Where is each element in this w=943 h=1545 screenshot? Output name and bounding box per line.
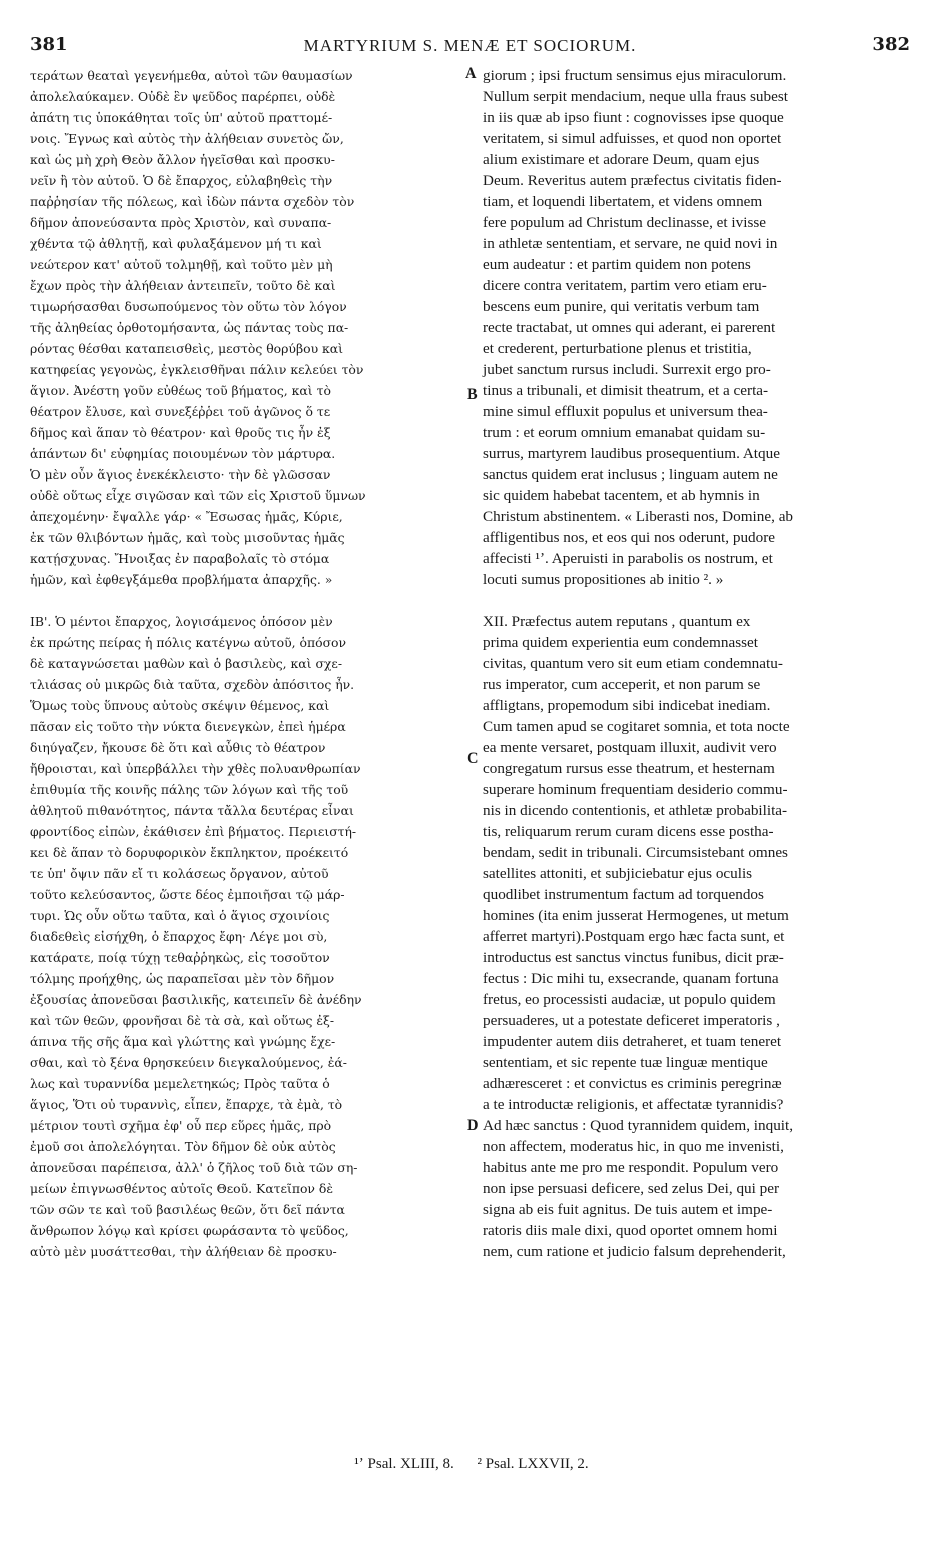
latin-line: alium existimare et adorare Deum, quam ejus xyxy=(483,151,760,168)
greek-line: ΙΒ'. Ὁ μέντοι ἔπαρχος, λογισάμενος ὁπόσον μὲν xyxy=(30,614,333,629)
latin-line: adhæresceret : et convictus es criminis peregrinæ xyxy=(483,1075,782,1092)
greek-line: οὐδὲ οὕτως εἶχε σιγῶσαν καὶ τῶν εἰς Χριστοῦ ὕμνων xyxy=(30,488,366,503)
greek-line: ἐκ πρώτης πείρας ἡ πόλις κατέγνω αὐτοῦ, ὁπόσον xyxy=(30,635,347,650)
latin-line: XII. Præfectus autem reputans , quantum ex xyxy=(483,613,751,630)
latin-line: locuti sumus propositiones ab initio ². » xyxy=(483,571,724,588)
greek-line: ἅγιος, Ὅτι οὐ τυραννὶς, εἶπεν, ἔπαρχε, τὰ ἐμὰ, τὸ xyxy=(30,1097,343,1112)
greek-line: τυρι. Ὡς οὖν οὕτω ταῦτα, καὶ ὁ ἅγιος σχοινίοις xyxy=(30,908,330,923)
greek-line: αὐτὸ μὲν μυσάττεσθαι, τὴν ἀλήθειαν δὲ προσκυ- xyxy=(30,1244,337,1259)
greek-line: ἔχων πρὸς τὴν ἀλήθειαν ἀντειπεῖν, τοῦτο δὲ καὶ xyxy=(30,278,336,293)
latin-line: fretus, eo processisti audaciæ, ut populo quidem xyxy=(483,991,776,1008)
greek-line: χθέντα τῷ ἀθλητῇ, καὶ φυλαξάμενον μή τι καὶ xyxy=(30,236,322,251)
greek-line: δὲ καταγνώσεται μαθὼν καὶ ὁ βασιλεὺς, καὶ σχε- xyxy=(30,656,343,671)
latin-line: trum : et eorum omnium emanabat quidam su- xyxy=(483,424,766,441)
latin-line: ratoris diis male dixi, quod oportet omnem homi xyxy=(483,1222,778,1239)
latin-line: satellites attoniti, et subjiciebatur ejus oculis xyxy=(483,865,753,882)
latin-line: surrus, martyrem laudibus prosequentium. Atque xyxy=(483,445,780,462)
greek-line: κατάρατε, ποίᾳ τύχῃ τεθαῤῥηκὼς, εἰς τοσοῦτον xyxy=(30,950,330,965)
latin-line: jubet sanctum rursus includi. Surrexit ergo pro- xyxy=(483,361,771,378)
latin-line: Ad hæc sanctus : Quod tyrannidem quidem, inquit, xyxy=(483,1117,794,1134)
running-title: MARTYRIUM S. MENÆ ET SOCIORUM. xyxy=(303,36,637,55)
latin-line: affecisti ¹ʼ. Aperuisti in parabolis os nostrum, et xyxy=(483,550,773,567)
latin-line: sic quidem habebat tacentem, et ab hymnis in xyxy=(483,487,760,504)
latin-line: eum audeatur : et partim quidem non potens xyxy=(483,256,751,273)
greek-line: τῆς ἀληθείας ὀρθοτομήσαντα, ὡς πάντας τοὺς πα- xyxy=(30,320,349,335)
latin-line: veritatem, si simul adfuisses, et quod non oportet xyxy=(483,130,782,147)
latin-line: persuaderes, ut a potestate deficeret imperatoris , xyxy=(483,1012,780,1029)
latin-line: tinus a tribunali, et dimisit theatrum, et a certa- xyxy=(483,382,769,399)
greek-line: πᾶσαν εἰς τοῦτο τὴν νύκτα διενεγκὼν, ἐπεὶ ἡμέρα xyxy=(30,719,346,734)
footnote-1: ¹ʼ Psal. XLIII, 8. xyxy=(354,1456,454,1472)
latin-line: nis in dicendo contentionis, et athletæ probabilita- xyxy=(483,802,788,819)
section-marker-c: C xyxy=(467,750,479,767)
greek-line: νοις. Ἔγνως καὶ αὐτὸς τὴν ἀλήθειαν συνετὸς ὤν, xyxy=(30,131,344,146)
greek-line: ἁπάντων δι' εὐφημίας ποιουμένων τὸν μάρτυρα. xyxy=(30,446,336,461)
greek-line: τεράτων θεαταὶ γεγενήμεθα, αὐτοὶ τῶν θαυμασίων xyxy=(30,68,353,83)
latin-line: non ipse persuasi deficere, sed zelus Dei, qui per xyxy=(483,1180,780,1197)
greek-line: ἐκ τῶν θλιβόντων ἡμᾶς, καὶ τοὺς μισοῦντας ἡμᾶς xyxy=(30,530,345,545)
latin-line: congregatum rursus esse theatrum, et hesternam xyxy=(483,760,775,777)
latin-line: quodlibet instrumentum factum ad torquendos xyxy=(483,886,764,903)
greek-line: τῶν σῶν τε καὶ τοῦ βασιλέως θεῶν, ὅτι δεῖ πάντα xyxy=(30,1202,345,1217)
latin-line: habitus ante me pro me respondit. Populum vero xyxy=(483,1159,779,1176)
section-marker-a: A xyxy=(465,65,477,82)
page-number-left: 381 xyxy=(30,34,68,55)
latin-line: giorum ; ipsi fructum sensimus ejus miraculorum. xyxy=(483,67,787,84)
greek-line: ἡμῶν, καὶ ἐφθεγξάμεθα προβλήματα ἀπαρχῆς. » xyxy=(30,572,333,587)
greek-line: νεῖν ἢ τὸν αὐτοῦ. Ὁ δὲ ἔπαρχος, εὐλαβηθεὶς τὴν xyxy=(30,173,333,188)
greek-line: παῤῥησίαν τῆς πόλεως, καὶ ἰδὼν πάντα σχεδὸν τὸν xyxy=(30,194,355,209)
latin-line: homines (ita enim jusserat Hermogenes, ut metum xyxy=(483,907,789,924)
latin-line: a te introductæ religionis, et affectatæ tyrannidis? xyxy=(483,1096,784,1113)
greek-line: ἐμοῦ σοι ἀπολελόγηται. Τὸν δῆμον δὲ οὐκ αὐτὸς xyxy=(30,1139,336,1154)
greek-line: κατῄσχυνας. Ἤνοιξας ἐν παραβολαῖς τὸ στόμα xyxy=(30,551,330,566)
latin-line: affligtans, propemodum sibi indicebat inediam. xyxy=(483,697,771,714)
greek-line: ἐξουσίας ἀπονεῦσαι βασιλικῆς, κατειπεῖν δὲ ἀνέδην xyxy=(30,992,362,1007)
latin-line: nem, cum ratione et judicio falsum deprehenderit, xyxy=(483,1243,786,1260)
greek-line: καὶ ὡς μὴ χρὴ Θεὸν ἄλλον ἡγεῖσθαι καὶ προσκυ- xyxy=(30,152,335,167)
greek-line: λως καὶ τυραννίδα μεμελετηκώς; Πρὸς ταῦτα ὁ xyxy=(30,1076,330,1091)
greek-line: ρόντας θέσθαι καταπεισθεὶς, μεστὸς θορύβου καὶ xyxy=(30,341,344,356)
greek-line: μείων ἐπιγνωσθέντος αὐτοῖς Θεοῦ. Κατεῖπον δὲ xyxy=(30,1181,333,1196)
page-header xyxy=(30,34,910,64)
greek-line: κατηφείας γεγονὼς, ἐγκλεισθῆναι πάλιν κελεύει τὸν xyxy=(30,362,364,377)
latin-line: prima quidem experientia eum condemnasset xyxy=(483,634,758,651)
greek-line: νεώτερον κατ' αὐτοῦ τολμηθῇ, καὶ τοῦτο μὲν μὴ xyxy=(30,257,333,272)
greek-line: διαδεθεὶς εἰσήχθη, ὁ ἔπαρχος ἔφη· Λέγε μοι σὺ, xyxy=(30,929,328,944)
latin-line: signa ab eis fuit agnitus. De tuis autem et impe- xyxy=(483,1201,773,1218)
latin-line: sententiam, et sic repente tuæ linguæ mentique xyxy=(483,1054,768,1071)
latin-line: introductus est sanctus vinctus funibus, dicit præ- xyxy=(483,949,784,966)
greek-line: τοῦτο κελεύσαντος, ὥστε δέος ἐμποιῆσαι τῷ μάρ- xyxy=(30,887,345,902)
latin-line: dicere contra veritatem, partim vero etiam eru- xyxy=(483,277,767,294)
greek-line: δῆμος καὶ ἅπαν τὸ θέατρον· καὶ θροῦς τις ἦν ἐξ xyxy=(30,425,331,440)
latin-line: in athletæ sententiam, et servare, ne quid novi in xyxy=(483,235,778,252)
latin-line: Christum abstinentem. « Liberasti nos, Domine, ab xyxy=(483,508,794,525)
greek-line: θέατρον ἔλυσε, καὶ συνεξέῤῥει τοῦ ἀγῶνος ὅ τε xyxy=(30,404,331,419)
latin-line: et crederent, perturbatione plenus et tristitia, xyxy=(483,340,752,357)
greek-line: τλιάσας οὐ μικρῶς διὰ ταῦτα, σχεδὸν ἀπόσιτος ἦν. xyxy=(30,677,355,692)
greek-line: ἀθλητοῦ πιθανότητος, πάντα τἄλλα δευτέρας εἶναι xyxy=(30,803,354,818)
latin-line: Nullum serpit mendacium, neque ulla fraus subest xyxy=(483,88,788,105)
latin-line: impudenter autem diis detraheret, et tuam teneret xyxy=(483,1033,782,1050)
greek-paragraph-gap xyxy=(30,590,470,611)
latin-line: affligentibus nos, et eos qui nos oderunt, pudore xyxy=(483,529,776,546)
greek-line: τιμωρήσασθαι δυσωπούμενος τὸν οὕτω τὸν λόγον xyxy=(30,299,347,314)
greek-line: μέτριον τουτὶ σχῆμα ἐφ' οὗ περ εὕρες ἡμᾶς, πρὸ xyxy=(30,1118,332,1133)
greek-line: άπινα τῆς σῆς ἅμα καὶ γλώττης καὶ γνώμης ἔχε- xyxy=(30,1034,336,1049)
footnotes xyxy=(0,1456,943,1473)
greek-line: ἐπιθυμία τῆς κοινῆς πάλης τῶν λόγων καὶ τῆς τοῦ xyxy=(30,782,349,797)
latin-line: tis, reliquarum rerum curam dicens esse postha- xyxy=(483,823,774,840)
latin-line: sanctus quidem erat inclusus ; linguam autem ne xyxy=(483,466,778,483)
greek-line: ἤθροισται, καὶ ὑπερβάλλει τὴν χθὲς πολυανθρωπίαν xyxy=(30,761,361,776)
greek-line: διηύγαζεν, ἤκουσε δὲ ὅτι καὶ αὖθις τὸ θέατρον xyxy=(30,740,326,755)
latin-column xyxy=(483,65,908,1262)
greek-line: τε ὑπ' ὄψιν πᾶν εἴ τι κολάσεως ὄργανον, αὐτοῦ xyxy=(30,866,329,881)
greek-line: τόλμης προήχθης, ὡς παραπεῖσαι μὲν τὸν δῆμον xyxy=(30,971,335,986)
latin-line: superare hominum frequentiam desiderio commu- xyxy=(483,781,788,798)
latin-line: mine simul effluxit populus et universum thea- xyxy=(483,403,768,420)
latin-line: bendam, sedit in tribunali. Circumsistebant omnes xyxy=(483,844,788,861)
greek-line: ἀπολελαύκαμεν. Οὐδὲ ἓν ψεῦδος παρέρπει, οὐδὲ xyxy=(30,89,336,104)
greek-line: καὶ τῶν θεῶν, φρονῆσαι δὲ τὰ σὰ, καὶ οὕτως ἐξ- xyxy=(30,1013,335,1028)
latin-line: bescens eum punire, qui veritatis verbum tam xyxy=(483,298,760,315)
greek-line: κει δὲ ἅπαν τὸ δορυφορικὸν ἔκπληκτον, προέκειτό xyxy=(30,845,349,860)
latin-paragraph-gap xyxy=(483,590,908,611)
latin-line: ea mente versaret, postquam illuxit, audivit vero xyxy=(483,739,777,756)
greek-line: Ὅμως τοὺς ὕπνους αὐτοὺς σκέψιν θέμενος, καὶ xyxy=(30,698,330,713)
latin-line: fectus : Dic mihi tu, exsecrande, quanam fortuna xyxy=(483,970,779,987)
latin-line: civitas, quantum vero sit eum etiam condemnatu- xyxy=(483,655,783,672)
greek-line: Ὁ μὲν οὖν ἅγιος ἐνεκέκλειστο· τὴν δὲ γλῶσσαν xyxy=(30,467,331,482)
greek-line: ἀπονεῦσαι παρέπεισα, ἀλλ' ὁ ζῆλος τοῦ διὰ τῶν ση- xyxy=(30,1160,358,1175)
greek-column xyxy=(30,65,470,1262)
section-marker-b: B xyxy=(467,386,478,403)
page-number-right: 382 xyxy=(872,34,910,55)
greek-line: ἅγιον. Ἀνέστη γοῦν εὐθέως τοῦ βήματος, καὶ τὸ xyxy=(30,383,331,398)
greek-line: σθαι, καὶ τὸ ξένα θρησκεύειν διεγκαλούμενος, ἐά- xyxy=(30,1055,347,1070)
latin-line: fere populum ad Christum declinasse, et ivisse xyxy=(483,214,767,231)
latin-line: rus imperator, cum acceperit, et non parum se xyxy=(483,676,761,693)
latin-line: Deum. Reveritus autem præfectus civitatis fiden- xyxy=(483,172,782,189)
greek-line: ἀπεχομένην· ἔψαλλε γάρ· « Ἔσωσας ἡμᾶς, Κύριε, xyxy=(30,509,343,524)
footnote-2: ² Psal. LXXVII, 2. xyxy=(477,1456,589,1472)
greek-line: φροντίδος εἰπὼν, ἐκάθισεν ἐπὶ βήματος. Περιειστή- xyxy=(30,824,357,839)
latin-line: afferret martyri).Postquam ergo hæc facta sunt, et xyxy=(483,928,785,945)
greek-line: ἄνθρωπον λόγῳ καὶ κρίσει φωράσαντα τὸ ψεῦδος, xyxy=(30,1223,349,1238)
latin-line: non affectem, moderatus hic, in quo me invenisti, xyxy=(483,1138,784,1155)
latin-line: recte tractabat, ut omnes qui aderant, ei parerent xyxy=(483,319,776,336)
latin-line: Cum tamen apud se cogitaret somnia, et tota nocte xyxy=(483,718,790,735)
latin-line: tiam, et loquendi libertatem, et videns omnem xyxy=(483,193,763,210)
latin-line: in iis quæ ab ipso fiunt : cognovisses ipse quoque xyxy=(483,109,784,126)
greek-line: ἀπάτη τις ὑποκάθηται τοῖς ὑπ' αὐτοῦ πραττομέ- xyxy=(30,110,333,125)
greek-line: δῆμον ἀπονεύσαντα πρὸς Χριστὸν, καὶ συναπα- xyxy=(30,215,332,230)
section-marker-d: D xyxy=(467,1117,479,1134)
